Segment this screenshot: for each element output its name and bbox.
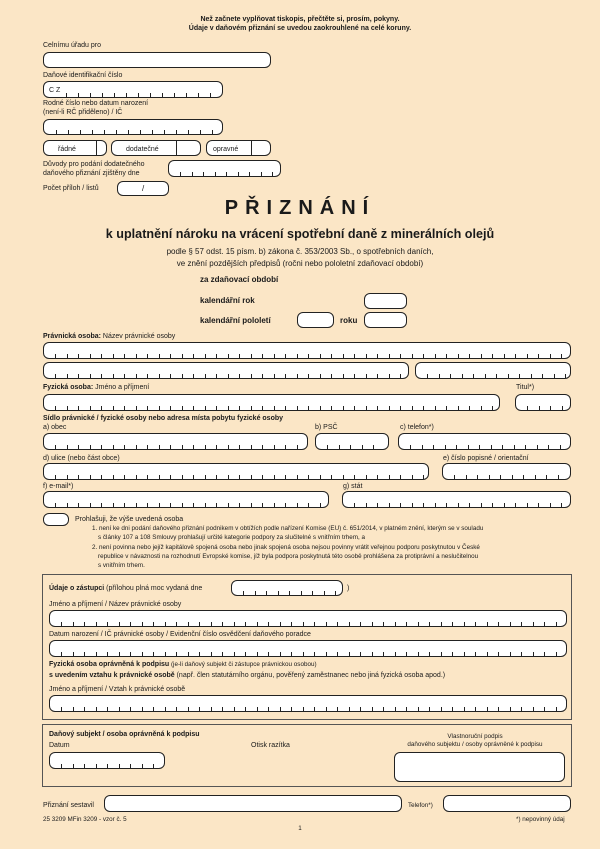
calendar-halfyear-label: kalendářní pololetí bbox=[200, 316, 271, 325]
law-reference-line-2: ve znění pozdějších předpisů (ročni nebo pololetní zdaňovací období) bbox=[176, 259, 424, 268]
country-field[interactable] bbox=[342, 491, 571, 508]
rc-field[interactable] bbox=[43, 119, 223, 135]
natural-person-label bbox=[43, 384, 149, 391]
instructions-line-1: Než začnete vyplňovat tiskopis, přečtěte si, prosím, pokyny. bbox=[200, 16, 400, 23]
phone-field[interactable] bbox=[398, 433, 571, 450]
representative-heading-bold: Údaje o zástupci bbox=[49, 585, 105, 592]
signature-date-label: Datum bbox=[49, 742, 70, 749]
page-number: 1 bbox=[298, 825, 302, 832]
relation-heading-bold: s uvedením vztahu k právnické osobě bbox=[49, 672, 175, 679]
representative-heading-rest: (přílohou plná moc vydaná dne bbox=[104, 585, 203, 592]
form-code: 25 3209 MFin 3209 - vzor č. 5 bbox=[43, 816, 127, 823]
reasons-label-line-2: daňového přiznání zjištěny dne bbox=[43, 170, 140, 177]
email-field[interactable] bbox=[43, 491, 329, 508]
legal-entity-label-bold: Právnická osoba: bbox=[43, 333, 101, 340]
relation-field-label: Jméno a příjmení / Vztah k právnické osobě bbox=[49, 686, 186, 693]
house-number-label: e) číslo popisné / orientační bbox=[443, 455, 529, 462]
house-number-field[interactable] bbox=[442, 463, 571, 480]
representative-heading-close: ) bbox=[347, 585, 350, 592]
signer-heading-rest: (je-li daňový subjekt či zástupce právnickou osobou) bbox=[169, 661, 317, 668]
signer-heading bbox=[49, 661, 317, 668]
form-title: PŘIZNÁNÍ bbox=[224, 197, 376, 219]
relation-heading bbox=[49, 672, 445, 679]
halfyear-year-label: roku bbox=[340, 316, 358, 325]
handwritten-signature-field[interactable] bbox=[394, 752, 565, 782]
signature-heading: Daňový subjekt / osoba oprávněná k podpisu bbox=[49, 731, 200, 738]
legal-entity-name-field-1[interactable] bbox=[43, 342, 571, 359]
prepared-by-label: Přiznání sestavil bbox=[43, 802, 94, 809]
zip-label: b) PSČ bbox=[315, 424, 338, 431]
law-reference-line-1: podle § 57 odst. 15 písm. b) zákona č. 353/2003 Sb., o spotřebních daních, bbox=[166, 247, 434, 256]
natural-person-label-bold: Fyzická osoba: bbox=[43, 384, 94, 391]
relation-field[interactable] bbox=[49, 695, 567, 712]
calendar-year-label: kalendářní rok bbox=[200, 296, 255, 305]
type-corrective-checkbox[interactable] bbox=[206, 140, 271, 156]
reasons-date-field[interactable] bbox=[168, 160, 281, 177]
declaration-intro: Prohlašuji, že výše uvedená osoba bbox=[75, 516, 184, 523]
period-label: za zdaňovací období bbox=[200, 275, 279, 284]
address-heading: Sídlo právnické / fyzické osoby nebo adresa místa pobytu fyzické osoby bbox=[43, 415, 284, 422]
declaration-point-2-line-2: republice v návaznosti na rozhodnutí Evropské komise, jíž byla podpora poskytnutá této osobě prohlášena za protiprávní a neslučitelnou bbox=[98, 553, 479, 560]
type-additional-label: dodatečné bbox=[126, 146, 159, 153]
country-label: g) stát bbox=[343, 483, 363, 490]
declaration-point-2-line-1: 2. není povinna nebo jejíž kapitálově spojená osoba nebo jinak spojená osoba nejsou povinny vrátit veřejnou podporu poskytnutou v České bbox=[92, 544, 480, 551]
stamp-label: Otisk razítka bbox=[251, 742, 290, 749]
natural-person-label-rest: Jméno a příjmení bbox=[93, 384, 150, 391]
type-regular-label: řádné bbox=[58, 146, 76, 153]
optional-note: *) nepovinný údaj bbox=[516, 816, 565, 823]
street-label: d) ulice (nebo část obce) bbox=[43, 455, 120, 462]
legal-entity-name-field-3[interactable] bbox=[415, 362, 571, 379]
declaration-checkbox[interactable] bbox=[43, 513, 69, 526]
zip-field[interactable] bbox=[315, 433, 389, 450]
instructions-line-2: Údaje v daňovém přiznání se uvedou zaokrouhlené na celé koruny. bbox=[188, 25, 412, 32]
rc-label-line-1: Rodné číslo nebo datum narození bbox=[43, 100, 149, 107]
title-label: Titul*) bbox=[516, 384, 535, 391]
phone-label: c) telefon*) bbox=[400, 424, 434, 431]
representative-id-label: Datum narození / IČ právnické osoby / Evidenční číslo osvědčení daňového poradce bbox=[49, 631, 311, 638]
signer-heading-bold: Fyzická osoba oprávněná k podpisu bbox=[49, 661, 170, 668]
type-regular-checkbox[interactable] bbox=[43, 140, 107, 156]
handwritten-signature-label-2: daňového subjektu / osoby oprávněné k podpisu bbox=[407, 741, 543, 748]
title-field[interactable] bbox=[515, 394, 571, 411]
type-corrective-label: opravné bbox=[213, 146, 239, 153]
declaration-point-1-line-1: 1. není ke dni podání daňového přiznání podnikem v obtížích podle nařízení Komise (EU) č. 651/2014, v platném znění, kterým se v souladu bbox=[92, 525, 484, 532]
representative-heading bbox=[49, 585, 202, 592]
declaration-point-2-line-3: s vnitřním trhem. bbox=[98, 562, 145, 569]
customs-office-label: Celnímu úřadu pro bbox=[43, 42, 101, 49]
calendar-halfyear-field[interactable] bbox=[297, 312, 334, 328]
footer-phone-label: Telefon*) bbox=[408, 802, 433, 809]
representative-name-field[interactable] bbox=[49, 610, 567, 627]
halfyear-year-field[interactable] bbox=[364, 312, 407, 328]
legal-entity-label bbox=[43, 333, 175, 340]
calendar-year-field[interactable] bbox=[364, 293, 407, 309]
customs-office-field[interactable] bbox=[43, 52, 271, 68]
email-label: f) e-mail*) bbox=[43, 483, 74, 490]
representative-name-label: Jméno a příjmení / Název právnické osoby bbox=[49, 601, 182, 608]
attachments-field[interactable] bbox=[117, 181, 169, 196]
legal-entity-name-field-2[interactable] bbox=[43, 362, 409, 379]
power-of-attorney-date-field[interactable] bbox=[231, 580, 343, 596]
natural-person-name-field[interactable] bbox=[43, 394, 500, 411]
signature-date-field[interactable] bbox=[49, 752, 165, 769]
legal-entity-label-rest: Název právnické osoby bbox=[100, 333, 176, 340]
dic-label: Daňové identifikační číslo bbox=[43, 72, 123, 79]
city-field[interactable] bbox=[43, 433, 308, 450]
representative-id-field[interactable] bbox=[49, 640, 567, 657]
city-label: a) obec bbox=[43, 424, 67, 431]
type-additional-checkbox[interactable] bbox=[111, 140, 201, 156]
dic-prefix: C Z bbox=[49, 87, 61, 94]
street-field[interactable] bbox=[43, 463, 429, 480]
form-subtitle: k uplatnění nároku na vrácení spotřební daně z minerálních olejů bbox=[105, 227, 495, 241]
dic-field[interactable] bbox=[43, 81, 223, 98]
footer-phone-field[interactable] bbox=[443, 795, 571, 812]
attachments-separator: / bbox=[142, 184, 145, 193]
relation-heading-rest: (např. člen statutárního orgánu, pověřený zaměstnanec nebo jiná fyzická osoba apod.) bbox=[174, 672, 446, 679]
handwritten-signature-label-1: Vlastnoruční podpis bbox=[447, 733, 503, 740]
declaration-point-1-line-2: s články 107 a 108 Smlouvy prohlašují určité kategorie podpory za slučitelné s vnitřním trhem, a bbox=[98, 534, 366, 541]
prepared-by-field[interactable] bbox=[104, 795, 402, 812]
rc-label-line-2: (není-li RČ přiděleno) / IČ bbox=[43, 109, 123, 116]
reasons-label-line-1: Důvody pro podání dodatečného bbox=[43, 161, 145, 168]
attachments-label: Počet příloh / listů bbox=[43, 185, 99, 192]
